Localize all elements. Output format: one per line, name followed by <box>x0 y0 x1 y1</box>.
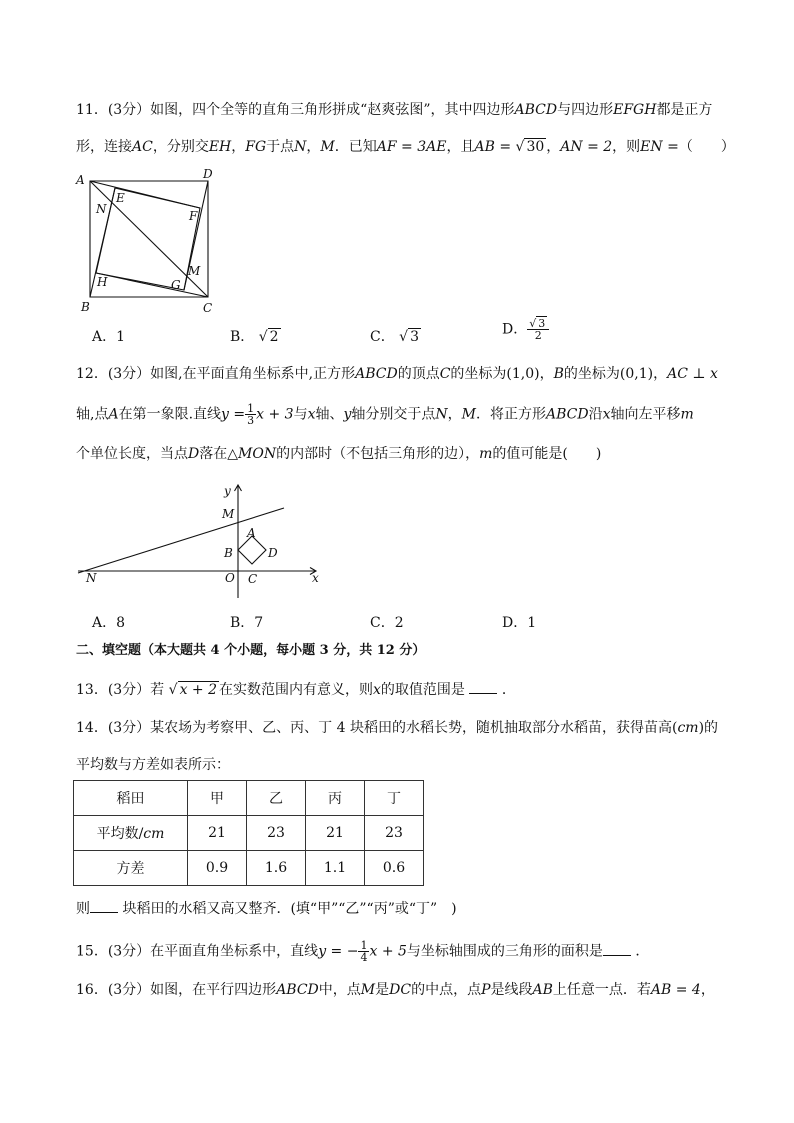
section-heading: 二、填空题（本大题共 4 个小题，每小题 3 分，共 12 分） <box>76 643 426 658</box>
q11-label-n: N <box>96 202 107 216</box>
q11-label-f: F <box>189 209 198 223</box>
table-header-cell: 丁 <box>365 781 424 816</box>
q12-label-b: B <box>224 546 233 560</box>
q14-table <box>73 780 424 886</box>
table-cell: 21 <box>188 816 247 851</box>
table-header-cell: 甲 <box>188 781 247 816</box>
q14-line2: 平均数与方差如表所示： <box>76 757 230 773</box>
q12-label-d: D <box>268 546 278 560</box>
q11-line2: 形，连接AC，分别交EH，FG于点N，M．已知AF = 3AE，且AB = √ 30 ，AN = 2，则EN =（ ） <box>76 139 735 155</box>
q11-option-a[interactable]: A．1 <box>92 329 126 345</box>
q12-option-c[interactable]: C．2 <box>370 615 404 631</box>
q16-line: 16．(3分）如图，在平行四边形ABCD中，点M是DC的中点，点P是线段AB上任意一点．若AB = 4， <box>76 982 715 998</box>
q11-label-d: D <box>203 167 213 181</box>
table-cell: 23 <box>247 816 306 851</box>
q15-answer-blank[interactable] <box>603 941 631 956</box>
q12-label-m: M <box>222 507 235 521</box>
q13-line: 13．(3分）若 √ x + 2 在实数范围内有意义，则x的取值范围是 ． <box>76 679 516 700</box>
table-cell: 1.1 <box>306 851 365 886</box>
table-header-cell: 稻田 <box>74 781 188 816</box>
table-row <box>74 851 424 886</box>
table-cell: 0.9 <box>188 851 247 886</box>
table-cell: 1.6 <box>247 851 306 886</box>
q11-option-c[interactable]: C． √ 3 <box>370 329 420 345</box>
q15-line: 15．(3分）在平面直角坐标系中，直线y = − $\frac{1}{4}$ x + 5与坐标轴围成的三角形的面积是 ． <box>76 939 650 964</box>
q11-option-d[interactable]: D． $\frac{√ 3}{2}$ <box>502 318 549 341</box>
q12-label-c: C <box>248 572 258 586</box>
q11-label-c: C <box>203 301 213 315</box>
q11-line1: 11．(3分）如图，四个全等的直角三角形拼成“赵爽弦图”，其中四边形ABCD与四边形EFGH都是正方 <box>76 102 713 118</box>
table-header-row <box>74 781 424 816</box>
q13-answer-blank[interactable] <box>469 679 497 694</box>
q12-label-a: A <box>247 526 256 540</box>
q11-label-a: A <box>76 173 85 187</box>
q12-axis-y: y <box>224 484 231 498</box>
q14-line1: 14．(3分）某农场为考察甲、乙、丙、丁 4 块稻田的水稻长势，随机抽取部分水稻苗，获得苗高(cm)的 <box>76 720 719 736</box>
table-header-cell: 乙 <box>247 781 306 816</box>
q11-option-b[interactable]: B． √ 2 <box>230 329 279 345</box>
q11-label-b: B <box>81 300 90 314</box>
table-cell: 21 <box>306 816 365 851</box>
q12-axis-x: x <box>312 571 319 585</box>
table-row <box>74 816 424 851</box>
table-row-label: 平均数/cm <box>74 816 188 851</box>
q11-label-e: E <box>116 191 125 205</box>
q11-label-g: G <box>171 278 181 292</box>
q14-answer-blank[interactable] <box>90 898 118 913</box>
q11-label-m: M <box>188 264 201 278</box>
q12-option-b[interactable]: B．7 <box>230 615 264 631</box>
q11-label-h: H <box>97 275 108 289</box>
q12-option-a[interactable]: A．8 <box>92 615 126 631</box>
q12-line1: 12．(3分）如图,在平面直角坐标系中,正方形ABCD的顶点C的坐标为(1,0)，B的坐标为(0,1)，AC ⊥ x <box>76 366 718 382</box>
table-cell: 0.6 <box>365 851 424 886</box>
table-cell: 23 <box>365 816 424 851</box>
q12-label-n: N <box>86 571 97 585</box>
table-header-cell: 丙 <box>306 781 365 816</box>
q12-line3: 个单位长度，当点D落在△MON的内部时（不包括三角形的边），m的值可能是( ) <box>76 446 602 462</box>
q12-line2: 轴,点A在第一象限.直线y = $\frac{1}{3}$ x + 3与x轴、y轴分别交于点N，M．将正方形ABCD沿x轴向左平移m <box>76 402 694 427</box>
table-row-label: 方差 <box>74 851 188 886</box>
q12-option-d[interactable]: D．1 <box>502 615 537 631</box>
q12-label-o: O <box>225 571 235 585</box>
q14-after: 则 块稻田的水稻又高又整齐．(填“甲”“乙”“丙”或“丁” ) <box>76 898 457 919</box>
